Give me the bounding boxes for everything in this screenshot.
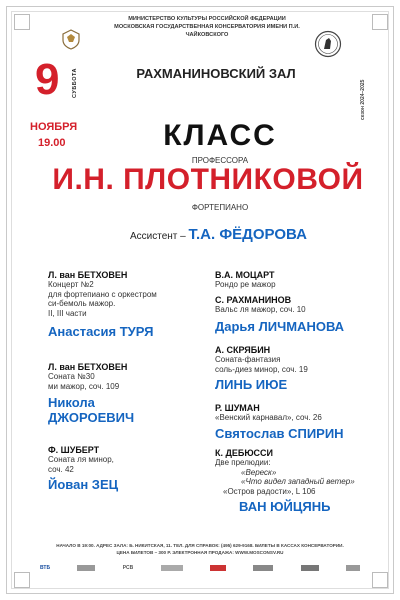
sponsor-logo-mark [301,565,319,571]
program-item [215,448,375,514]
work-line: «Вереск» [241,467,277,477]
event-time: 19.00 [38,137,66,149]
work-line: ми мажор, соч. 109 [48,381,120,391]
sponsor-logo-mark [253,565,273,571]
work-line: Соната-фантазия [215,355,281,364]
work-line: для фортепиано с оркестром [48,289,157,299]
sponsor-logo-mark [346,565,360,571]
work-line: «Остров радости», L 106 [223,486,316,496]
work-line: соч. 42 [48,464,74,474]
performer-name: ЛИНЬ ИЮЕ [215,377,288,392]
hall-name: РАХМАНИНОВСКИЙ ЗАЛ [136,66,296,81]
sponsor-logo-mark [161,565,183,571]
conservatory-name: МОСКОВСКАЯ ГОСУДАРСТВЕННАЯ КОНСЕРВАТОРИЯ ИМЕНИ П.И. ЧАЙКОВСКОГО [114,24,300,38]
class-title: КЛАСС [163,119,277,152]
sponsor-logo: РСВ [122,565,134,571]
footer-line: НАЧАЛО В 19:00. АДРЕС ЗАЛА: Б. НИКИТСКАЯ, 11. ТЕЛ. ДЛЯ СПРАВОК: (495) 629-9168. БИЛЕТЫ В КАССАХ КОНСЕРВАТОРИИ. [56,543,344,548]
sponsor-logo-mark [77,565,95,571]
conservatory-logo-icon [314,30,342,63]
composer-name: В.А. МОЦАРТ [215,270,275,280]
work-line: Вальс ля мажор, соч. 10 [215,305,306,314]
program-item [215,295,375,334]
composer-name: С. РАХМАНИНОВ [215,295,292,305]
composer-name: Л. ван БЕТХОВЕН [48,362,128,372]
assistant-label: Ассистент – [130,231,186,242]
ministry-name: МИНИСТЕРСТВО КУЛЬТУРЫ РОССИЙСКОЙ ФЕДЕРАЦИИ [128,16,286,22]
program-item [48,270,198,339]
sponsor-logo-mark [210,565,226,571]
sponsor-logo: ВТБ [40,565,51,571]
composer-name: Р. ШУМАН [215,403,260,413]
work-line: си-бемоль мажор. [48,299,116,308]
composer-name: Ф. ШУБЕРТ [48,445,100,455]
event-weekday: СУББОТА [72,68,78,98]
sponsor-logos [40,565,360,571]
composer-name: К. ДЕБЮССИ [215,448,274,458]
frame-corner-ornament [14,14,30,30]
work-line: соль-диез минор, соч. 19 [215,364,308,374]
performer-name: ДЖОРОЕВИЧ [48,410,135,425]
performer-name: Йован ЗЕЦ [48,477,119,492]
event-day: 9 [35,55,60,104]
frame-corner-ornament [372,572,388,588]
performer-name: Святослав СПИРИН [215,425,344,441]
work-line: «Что видел западный ветер» [241,477,355,486]
assistant-line [130,226,307,243]
professor-label: ПРОФЕССОРА [191,156,249,165]
work-line: Соната №30 [48,372,95,381]
work-line: Две прелюдии: [215,458,271,467]
work-line: Рондо ре мажор [215,280,276,289]
organizer-header [112,15,302,39]
instrument-label: ФОРТЕПИАНО [191,203,249,212]
frame-corner-ornament [372,14,388,30]
performer-name: Никола [48,395,95,410]
performer-name: ВАН ЮЙЦЯНЬ [239,499,331,514]
program-item [48,445,198,492]
program-item [215,403,375,441]
program-item [215,345,375,392]
program-item [215,270,375,290]
season-label: сезон 2024–2025 [360,79,366,120]
work-line: Концерт №2 [48,280,94,289]
work-line: II, III части [48,308,87,318]
assistant-name: Т.А. ФЁДОРОВА [188,226,307,243]
work-line: «Венский карнавал», соч. 26 [215,413,322,422]
work-line: Соната ля минор, [48,455,114,464]
performer-name: Анастасия ТУРЯ [48,324,154,339]
footer-line: ЦЕНА БИЛЕТОВ – 300 Р. ЭЛЕКТРОННАЯ ПРОДАЖА: WWW.MOSCONSV.RU [116,550,284,555]
footer-info [40,542,360,556]
performer-name: Дарья ЛИЧМАНОВА [215,318,345,334]
event-month: НОЯБРЯ [30,121,78,133]
program-item [48,362,198,425]
composer-name: А. СКРЯБИН [215,345,271,355]
professor-name: И.Н. ПЛОТНИКОВОЙ [52,163,364,196]
frame-corner-ornament [14,572,30,588]
ministry-emblem-icon [60,28,82,55]
composer-name: Л. ван БЕТХОВЕН [48,270,128,280]
